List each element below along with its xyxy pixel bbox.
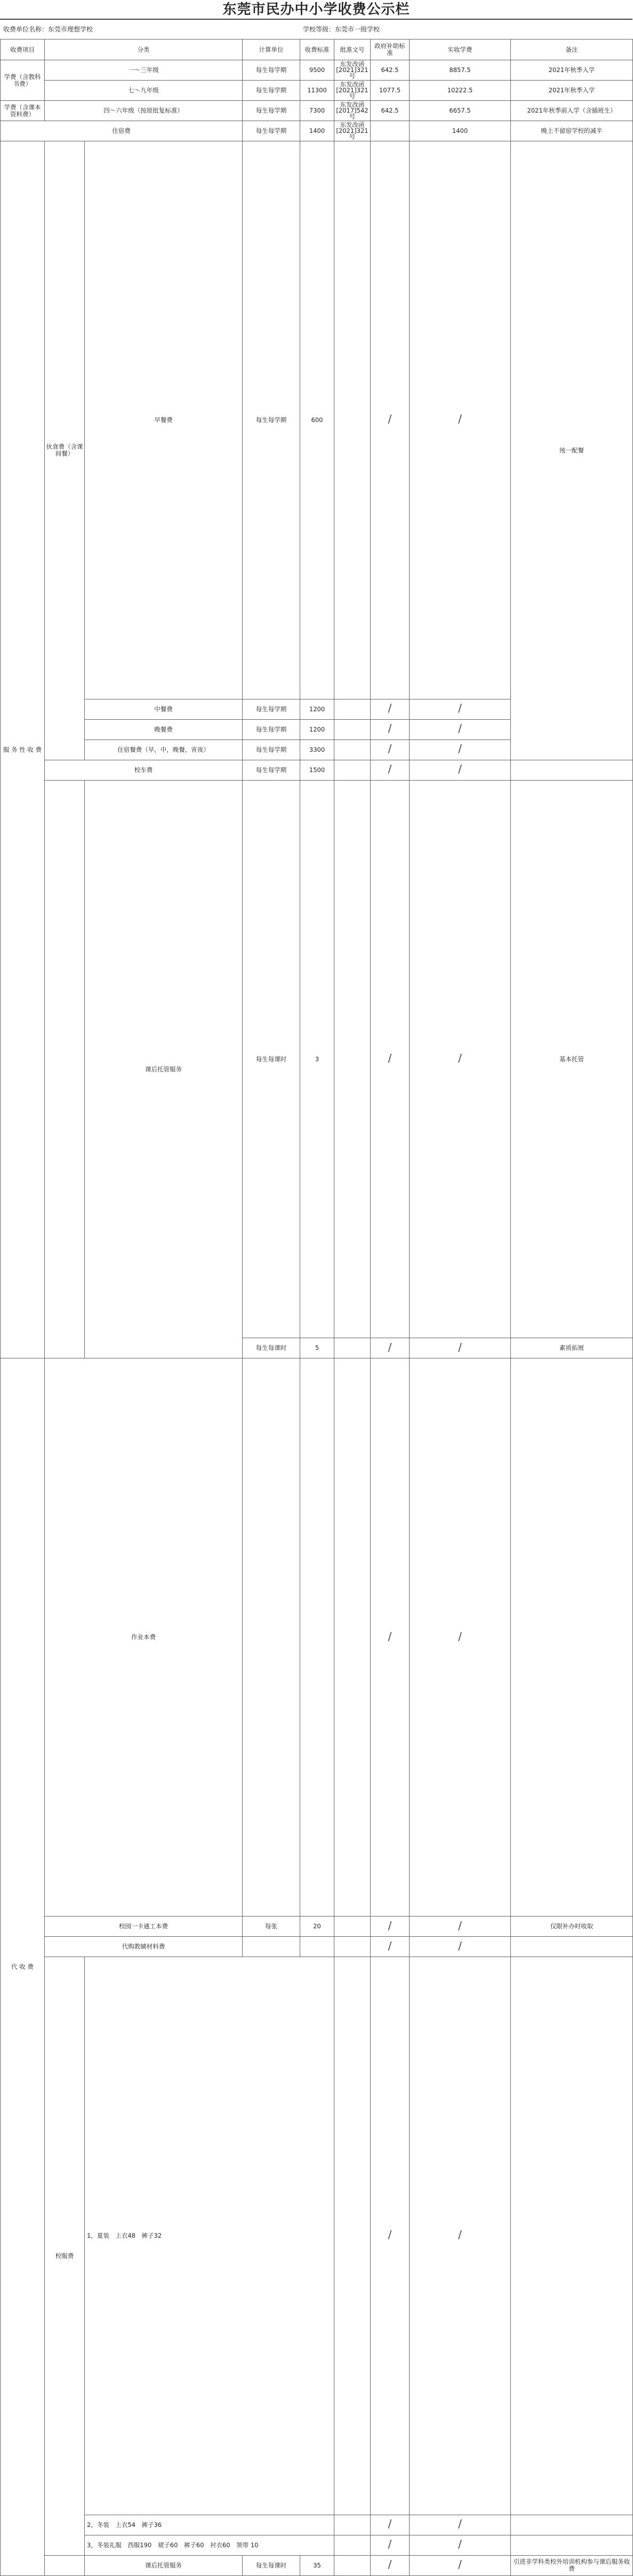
- remark-cell: [511, 760, 633, 780]
- actual-cell: [410, 1957, 511, 2515]
- actual-cell: [410, 2515, 511, 2535]
- table-row: [1, 141, 633, 699]
- doc-cell: [334, 2555, 371, 2575]
- unit-cell: [243, 1937, 300, 1957]
- actual-cell: [410, 2555, 511, 2575]
- slash-mark: /: [458, 1629, 462, 1643]
- standard-cell: 600: [300, 141, 334, 699]
- category-cell: 校车费: [45, 760, 243, 780]
- subsidy-cell: [371, 141, 410, 699]
- header-item: 收费项目: [1, 39, 45, 60]
- doc-cell: [334, 1338, 371, 1358]
- table-row: [1, 60, 633, 81]
- fee-table: [0, 39, 633, 2576]
- subsidy-cell: [371, 2535, 410, 2555]
- doc-cell: [334, 719, 371, 740]
- unit-cell: 每生每课时: [243, 2555, 300, 2575]
- lodging-cell: 住宿费: [1, 121, 243, 141]
- remark-cell: 2021年秋季前入学（含插班生）: [511, 101, 633, 121]
- table-row: [1, 101, 633, 121]
- doc-cell: [334, 1358, 371, 1917]
- doc-cell: [334, 101, 371, 121]
- actual-cell: [410, 699, 511, 719]
- header-row: [1, 39, 633, 60]
- unit-cell: 每生每学期: [243, 101, 300, 121]
- remark-cell: 晚上不留宿学校的减半: [511, 121, 633, 141]
- table-row: [1, 1957, 633, 2515]
- actual-cell: [410, 740, 511, 760]
- subsidy-cell: 642.5: [371, 60, 410, 81]
- page-title: 东莞市民办中小学收费公示栏: [222, 2, 410, 18]
- doc-cell: [334, 2535, 371, 2555]
- subsidy-cell: [371, 1917, 410, 1937]
- tuition-group-1: 学费（含教科书费）: [1, 60, 45, 101]
- category-cell: 校园一卡通工本费: [45, 1917, 243, 1937]
- category-cell: 一～三年级: [45, 60, 243, 81]
- tuition-group-2: 学费（含课本资料费）: [1, 101, 45, 121]
- blank-cell: [45, 780, 85, 1358]
- standard-cell: 35: [300, 2555, 334, 2575]
- collect-group: 代 收 费: [1, 1358, 45, 2575]
- slash-mark: /: [388, 412, 392, 426]
- slash-mark: /: [388, 722, 392, 735]
- actual-cell: [410, 1358, 511, 1917]
- service-group: 服 务 性 收 费: [1, 141, 45, 1358]
- table-row: [1, 1358, 633, 1917]
- table-row: [1, 2555, 633, 2575]
- unit-cell: 每生每学期: [243, 81, 300, 101]
- category-cell: 早餐费: [85, 141, 243, 699]
- header-category: 分类: [45, 39, 243, 60]
- subsidy-cell: [371, 1358, 410, 1917]
- actual-cell: 6657.5: [410, 101, 511, 121]
- unit-cell: 每生每学期: [243, 699, 300, 719]
- uniform-item: 1，夏装 上衣48 裤子32: [85, 1957, 334, 2515]
- slash-mark: /: [388, 762, 392, 776]
- header-standard: 收费标准: [300, 39, 334, 60]
- category-cell: 住宿餐费（早，中，晚餐，宵夜）: [85, 740, 243, 760]
- doc-cell: [334, 141, 371, 699]
- standard-cell: 5: [300, 1338, 334, 1358]
- slash-mark: /: [458, 722, 462, 735]
- subsidy-cell: [371, 1937, 410, 1957]
- subsidy-cell: [371, 760, 410, 780]
- doc-cell: [334, 121, 371, 141]
- unit-cell: 每张: [243, 1917, 300, 1937]
- standard-cell: 9500: [300, 60, 334, 81]
- uniform-item: 2，冬装 上衣54 裤子36: [85, 2515, 334, 2535]
- school-name: 收费单位名称：东莞市理想学校: [3, 26, 93, 33]
- subsidy-cell: [371, 699, 410, 719]
- standard-cell: 3: [300, 780, 334, 1338]
- table-row: [1, 760, 633, 780]
- slash-mark: /: [388, 1629, 392, 1643]
- subsidy-cell: [371, 1957, 410, 2515]
- subsidy-cell: [371, 740, 410, 760]
- slash-mark: /: [458, 2558, 462, 2571]
- slash-mark: /: [458, 2517, 462, 2531]
- standard-cell: 1500: [300, 760, 334, 780]
- remark-cell: 2021年秋季入学: [511, 81, 633, 101]
- standard-cell: 3300: [300, 740, 334, 760]
- doc-cell: [334, 1937, 371, 1957]
- slash-mark: /: [388, 2228, 392, 2241]
- slash-mark: /: [458, 762, 462, 776]
- slash-mark: /: [388, 702, 392, 715]
- category-cell: 作业本费: [45, 1358, 243, 1917]
- actual-cell: [410, 1937, 511, 1957]
- unit-cell: 每生每学期: [243, 740, 300, 760]
- unit-cell: 每生每学期: [243, 760, 300, 780]
- unit-cell: 每生每学期: [243, 121, 300, 141]
- remark-cell: [511, 1957, 633, 2515]
- category-cell: 课后托管服务: [85, 2555, 243, 2575]
- remark-cell: [511, 2515, 633, 2535]
- table-row: [1, 121, 633, 141]
- header-subsidy: 政府补助标准: [371, 39, 410, 60]
- doc-text: 东发改函[2021]321号: [336, 81, 368, 100]
- doc-cell: [334, 740, 371, 760]
- slash-mark: /: [458, 702, 462, 715]
- doc-cell: [334, 1957, 371, 2515]
- table-row: [1, 81, 633, 101]
- slash-mark: /: [458, 1340, 462, 1354]
- actual-cell: [410, 2535, 511, 2555]
- category-cell: 中餐费: [85, 699, 243, 719]
- remark-cell: [511, 1358, 633, 1917]
- subsidy-cell: 1077.5: [371, 81, 410, 101]
- remark-cell: [511, 2535, 633, 2555]
- unit-cell: 每生每学期: [243, 141, 300, 699]
- actual-cell: 10222.5: [410, 81, 511, 101]
- doc-cell: [334, 2515, 371, 2535]
- doc-text: 东发改函[2017]542号: [336, 101, 368, 120]
- slash-mark: /: [388, 2558, 392, 2571]
- subsidy-cell: [371, 780, 410, 1338]
- standard-cell: 1200: [300, 699, 334, 719]
- remark-cell: 统一配餐: [511, 141, 633, 760]
- actual-cell: 1400: [410, 121, 511, 141]
- header-actual: 实收学费: [410, 39, 511, 60]
- doc-cell: [334, 699, 371, 719]
- table-row: [1, 1917, 633, 1937]
- school-grade: 学校等级：东莞市一级学校: [303, 26, 380, 33]
- doc-cell: [334, 81, 371, 101]
- uniform-item: 3，冬装礼服 西服190 裙子60 裤子60 衬衣60 领带 10: [85, 2535, 334, 2555]
- subsidy-cell: [371, 1338, 410, 1358]
- remark-cell: 素质拓展: [511, 1338, 633, 1358]
- doc-cell: [334, 760, 371, 780]
- table-row: [1, 2515, 633, 2535]
- unit-cell: 每生每学期: [243, 719, 300, 740]
- standard-cell: 11300: [300, 81, 334, 101]
- header-doc: 批准文号: [334, 39, 371, 60]
- doc-cell: [334, 1917, 371, 1937]
- table-row: [1, 1937, 633, 1957]
- blank-cell: [45, 2555, 85, 2575]
- slash-mark: /: [458, 2538, 462, 2551]
- standard-cell: 1200: [300, 719, 334, 740]
- standard-cell: [300, 1358, 334, 1917]
- actual-cell: 8857.5: [410, 60, 511, 81]
- standard-cell: 1400: [300, 121, 334, 141]
- category-cell: 七～九年级: [45, 81, 243, 101]
- actual-cell: [410, 780, 511, 1338]
- remark-cell: 仅限补办时收取: [511, 1917, 633, 1937]
- slash-mark: /: [388, 1939, 392, 1952]
- remark-cell: 2021年秋季入学: [511, 60, 633, 81]
- standard-cell: 20: [300, 1917, 334, 1937]
- unit-cell: [243, 1358, 300, 1917]
- slash-mark: /: [458, 2228, 462, 2241]
- subsidy-cell: [371, 2515, 410, 2535]
- actual-cell: [410, 141, 511, 699]
- actual-cell: [410, 1338, 511, 1358]
- slash-mark: /: [388, 742, 392, 756]
- header-unit: 计算单位: [243, 39, 300, 60]
- slash-mark: /: [388, 1340, 392, 1354]
- doc-cell: [334, 60, 371, 81]
- table-row: [1, 780, 633, 1338]
- standard-cell: 7300: [300, 101, 334, 121]
- slash-mark: /: [388, 2517, 392, 2531]
- doc-text: 东发改函[2021]321号: [336, 60, 368, 79]
- subsidy-cell: [371, 2555, 410, 2575]
- slash-mark: /: [388, 2538, 392, 2551]
- category-cell: 课后托管服务: [85, 780, 243, 1358]
- slash-mark: /: [458, 1939, 462, 1952]
- unit-cell: 每生每课时: [243, 780, 300, 1338]
- remark-cell: 基本托管: [511, 780, 633, 1338]
- table-row: [1, 2535, 633, 2555]
- slash-mark: /: [458, 742, 462, 756]
- uniform-label: 校服费: [45, 1957, 85, 2556]
- unit-cell: 每生每课时: [243, 1338, 300, 1358]
- slash-mark: /: [458, 1919, 462, 1932]
- doc-text: 东发改函[2021]321号: [336, 121, 368, 140]
- header-remark: 备注: [511, 39, 633, 60]
- subsidy-cell: [371, 121, 410, 141]
- remark-cell: 引进非学科类校外培训机构参与课后服务收费: [511, 2555, 633, 2575]
- slash-mark: /: [458, 1052, 462, 1065]
- slash-mark: /: [388, 1919, 392, 1932]
- subsidy-cell: 642.5: [371, 101, 410, 121]
- actual-cell: [410, 760, 511, 780]
- meal-group: 伙食费（含课间餐）: [45, 141, 85, 760]
- standard-cell: [300, 1937, 334, 1957]
- slash-mark: /: [458, 412, 462, 426]
- remark-cell: [511, 1937, 633, 1957]
- category-cell: 晚餐费: [85, 719, 243, 740]
- subsidy-cell: [371, 719, 410, 740]
- doc-cell: [334, 780, 371, 1338]
- category-cell: 四～六年级（按原批复标准）: [45, 101, 243, 121]
- slash-mark: /: [388, 1052, 392, 1065]
- actual-cell: [410, 719, 511, 740]
- info-bar: [0, 20, 632, 39]
- category-cell: 代购教辅材料费: [45, 1937, 243, 1957]
- unit-cell: 每生每学期: [243, 60, 300, 81]
- actual-cell: [410, 1917, 511, 1937]
